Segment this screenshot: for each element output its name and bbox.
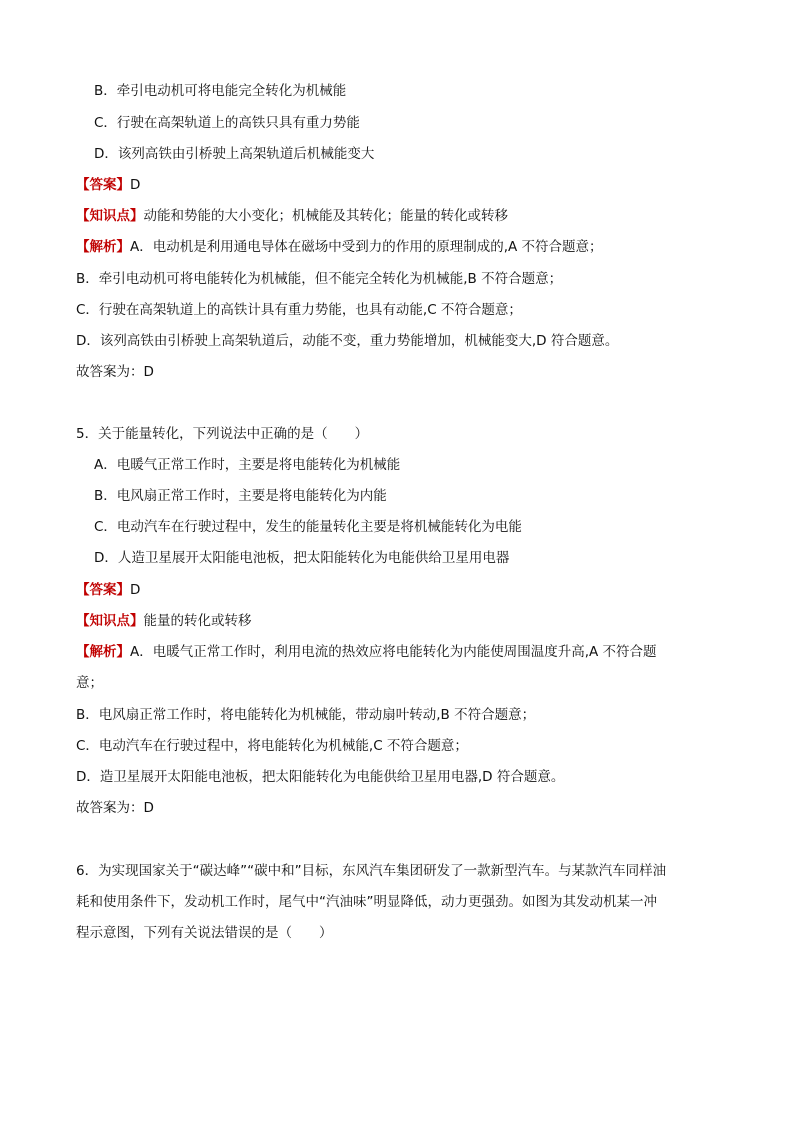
q6-stem-line-1: 6．为实现国家关于“碳达峰”“碳中和”目标，东风汽车集团研发了一款新型汽车。与某款汽车同样油 xyxy=(76,863,667,879)
q6-stem-line-2: 耗和使用条件下，发动机工作时，尾气中“汽油味”明显降低，动力更强劲。如图为其发动机某一冲 xyxy=(76,894,657,910)
analysis-tag: 【解析】 xyxy=(76,644,130,660)
q5-conclusion: 故答案为：D xyxy=(76,800,154,816)
answer-value: D xyxy=(130,582,141,598)
q5-option-b: B．电风扇正常工作时，主要是将电能转化为内能 xyxy=(94,488,387,504)
q5-stem: 5．关于能量转化，下列说法中正确的是（ ） xyxy=(76,426,369,442)
knowledge-text: 能量的转化或转移 xyxy=(143,613,252,629)
q5-analysis-line-3: B．电风扇正常工作时，将电能转化为机械能，带动扇叶转动,B 不符合题意； xyxy=(76,707,536,723)
q4-answer xyxy=(76,176,140,194)
q5-option-d: D．人造卫星展开太阳能电池板，把太阳能转化为电能供给卫星用电器 xyxy=(94,550,510,566)
knowledge-tag: 【知识点】 xyxy=(76,208,144,224)
q4-analysis-line-1 xyxy=(76,238,603,256)
q4-option-d: D．该列高铁由引桥驶上高架轨道后机械能变大 xyxy=(94,146,375,162)
q5-analysis-line-4: C．电动汽车在行驶过程中，将电能转化为机械能,C 不符合题意； xyxy=(76,738,468,754)
answer-value: D xyxy=(130,177,141,193)
q5-analysis-line-5: D．造卫星展开太阳能电池板，把太阳能转化为电能供给卫星用电器,D 符合题意。 xyxy=(76,769,565,785)
q4-analysis-line-2: B．牵引电动机可将电能转化为机械能，但不能完全转化为机械能,B 不符合题意； xyxy=(76,271,563,287)
answer-tag: 【答案】 xyxy=(76,582,130,598)
q4-conclusion: 故答案为：D xyxy=(76,364,154,380)
q4-knowledge xyxy=(76,207,508,225)
q6-stem-line-3: 程示意图，下列有关说法错误的是（ ） xyxy=(76,925,333,941)
q5-option-a: A．电暖气正常工作时，主要是将电能转化为机械能 xyxy=(94,457,401,473)
knowledge-tag: 【知识点】 xyxy=(76,613,144,629)
q5-answer xyxy=(76,581,140,599)
q5-option-c: C．电动汽车在行驶过程中，发生的能量转化主要是将机械能转化为电能 xyxy=(94,519,522,535)
q5-analysis-line-1 xyxy=(76,643,657,661)
q5-analysis-line-2: 意； xyxy=(76,675,103,691)
q5-knowledge xyxy=(76,612,252,630)
answer-tag: 【答案】 xyxy=(76,177,130,193)
q4-option-b: B．牵引电动机可将电能完全转化为机械能 xyxy=(94,83,347,99)
analysis-tag: 【解析】 xyxy=(76,239,130,255)
q4-option-c: C．行驶在高架轨道上的高铁只具有重力势能 xyxy=(94,115,360,131)
knowledge-text: 动能和势能的大小变化；机械能及其转化；能量的转化或转移 xyxy=(143,208,508,224)
q4-analysis-line-4: D．该列高铁由引桥驶上高架轨道后，动能不变，重力势能增加，机械能变大,D 符合题意。 xyxy=(76,333,619,349)
analysis-text: A．电暖气正常工作时，利用电流的热效应将电能转化为内能使周围温度升高,A 不符合题 xyxy=(130,644,657,660)
q4-analysis-line-3: C．行驶在高架轨道上的高铁计具有重力势能，也具有动能,C 不符合题意； xyxy=(76,302,522,318)
analysis-text: A．电动机是利用通电导体在磁场中受到力的作用的原理制成的,A 不符合题意； xyxy=(130,239,603,255)
